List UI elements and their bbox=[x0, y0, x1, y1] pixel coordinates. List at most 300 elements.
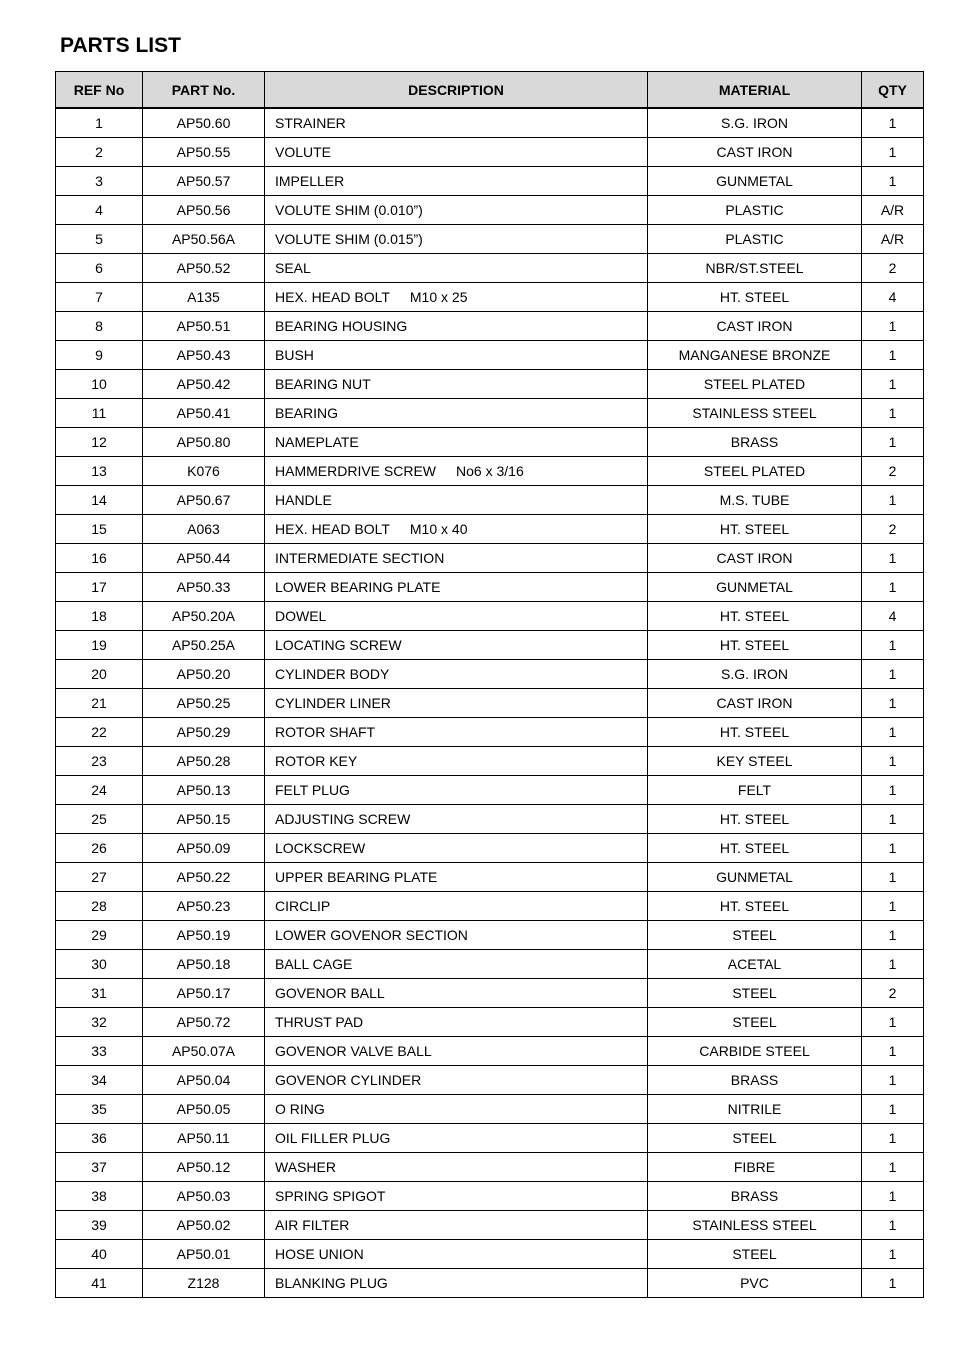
material-cell: NBR/ST.STEEL bbox=[648, 254, 862, 283]
material-cell: M.S. TUBE bbox=[648, 486, 862, 515]
qty-cell: 1 bbox=[862, 1153, 924, 1182]
column-header-part-no: PART No. bbox=[143, 72, 265, 109]
part-no-cell: AP50.57 bbox=[143, 167, 265, 196]
material-cell: HT. STEEL bbox=[648, 515, 862, 544]
ref-no-cell: 1 bbox=[56, 108, 143, 138]
part-no-cell: A135 bbox=[143, 283, 265, 312]
ref-no-cell: 32 bbox=[56, 1008, 143, 1037]
part-no-cell: AP50.13 bbox=[143, 776, 265, 805]
part-no-cell: AP50.25 bbox=[143, 689, 265, 718]
material-cell: PLASTIC bbox=[648, 225, 862, 254]
table-body bbox=[56, 108, 924, 1298]
qty-cell: 1 bbox=[862, 108, 924, 138]
description-text: LOCATING SCREW bbox=[275, 637, 402, 653]
description-text: HEX. HEAD BOLT bbox=[275, 289, 390, 305]
qty-cell: 1 bbox=[862, 1037, 924, 1066]
part-no-cell: AP50.18 bbox=[143, 950, 265, 979]
part-no-cell: AP50.04 bbox=[143, 1066, 265, 1095]
description-text: O RING bbox=[275, 1101, 325, 1117]
description-text: OIL FILLER PLUG bbox=[275, 1130, 391, 1146]
description-cell bbox=[265, 1240, 648, 1269]
material-cell: STEEL bbox=[648, 979, 862, 1008]
table-row bbox=[56, 689, 924, 718]
description-cell bbox=[265, 399, 648, 428]
material-cell: S.G. IRON bbox=[648, 108, 862, 138]
ref-no-cell: 22 bbox=[56, 718, 143, 747]
table-row bbox=[56, 921, 924, 950]
description-cell bbox=[265, 254, 648, 283]
description-cell bbox=[265, 776, 648, 805]
ref-no-cell: 19 bbox=[56, 631, 143, 660]
table-row bbox=[56, 1269, 924, 1298]
qty-cell: 1 bbox=[862, 544, 924, 573]
part-no-cell: AP50.52 bbox=[143, 254, 265, 283]
table-row bbox=[56, 805, 924, 834]
description-text: VOLUTE SHIM (0.015”) bbox=[275, 231, 423, 247]
column-header-description: DESCRIPTION bbox=[265, 72, 648, 109]
part-no-cell: AP50.09 bbox=[143, 834, 265, 863]
description-cell bbox=[265, 370, 648, 399]
qty-cell: 1 bbox=[862, 718, 924, 747]
description-cell bbox=[265, 863, 648, 892]
column-header-qty: QTY bbox=[862, 72, 924, 109]
description-text: GOVENOR CYLINDER bbox=[275, 1072, 422, 1088]
table-row bbox=[56, 515, 924, 544]
table-row bbox=[56, 631, 924, 660]
description-cell bbox=[265, 805, 648, 834]
description-text: CIRCLIP bbox=[275, 898, 331, 914]
parts-table bbox=[55, 71, 924, 1298]
table-row bbox=[56, 1153, 924, 1182]
description-cell bbox=[265, 225, 648, 254]
description-cell bbox=[265, 312, 648, 341]
qty-cell: 2 bbox=[862, 979, 924, 1008]
description-cell bbox=[265, 515, 648, 544]
material-cell: STEEL bbox=[648, 1240, 862, 1269]
material-cell: CAST IRON bbox=[648, 312, 862, 341]
material-cell: CARBIDE STEEL bbox=[648, 1037, 862, 1066]
table-row bbox=[56, 834, 924, 863]
part-no-cell: AP50.22 bbox=[143, 863, 265, 892]
description-cell bbox=[265, 689, 648, 718]
part-no-cell: AP50.51 bbox=[143, 312, 265, 341]
material-cell: BRASS bbox=[648, 428, 862, 457]
description-cell bbox=[265, 1066, 648, 1095]
qty-cell: 1 bbox=[862, 428, 924, 457]
material-cell: PLASTIC bbox=[648, 196, 862, 225]
description-text: HOSE UNION bbox=[275, 1246, 364, 1262]
material-cell: ACETAL bbox=[648, 950, 862, 979]
part-no-cell: K076 bbox=[143, 457, 265, 486]
part-no-cell: AP50.29 bbox=[143, 718, 265, 747]
description-cell bbox=[265, 950, 648, 979]
material-cell: HT. STEEL bbox=[648, 834, 862, 863]
table-row bbox=[56, 486, 924, 515]
part-no-cell: AP50.02 bbox=[143, 1211, 265, 1240]
description-text: IMPELLER bbox=[275, 173, 345, 189]
description-cell bbox=[265, 428, 648, 457]
ref-no-cell: 34 bbox=[56, 1066, 143, 1095]
material-cell: STAINLESS STEEL bbox=[648, 1211, 862, 1240]
table-row bbox=[56, 225, 924, 254]
qty-cell: 1 bbox=[862, 1182, 924, 1211]
ref-no-cell: 11 bbox=[56, 399, 143, 428]
part-no-cell: AP50.80 bbox=[143, 428, 265, 457]
qty-cell: 1 bbox=[862, 1124, 924, 1153]
description-text: AIR FILTER bbox=[275, 1217, 350, 1233]
description-cell bbox=[265, 1037, 648, 1066]
table-row bbox=[56, 602, 924, 631]
ref-no-cell: 17 bbox=[56, 573, 143, 602]
part-no-cell: AP50.67 bbox=[143, 486, 265, 515]
part-no-cell: AP50.05 bbox=[143, 1095, 265, 1124]
qty-cell: 4 bbox=[862, 602, 924, 631]
qty-cell: A/R bbox=[862, 196, 924, 225]
part-no-cell: AP50.11 bbox=[143, 1124, 265, 1153]
table-row bbox=[56, 108, 924, 138]
table-row bbox=[56, 1182, 924, 1211]
table-row bbox=[56, 399, 924, 428]
description-text: BUSH bbox=[275, 347, 314, 363]
table-row bbox=[56, 950, 924, 979]
table-row bbox=[56, 1066, 924, 1095]
qty-cell: 1 bbox=[862, 892, 924, 921]
qty-cell: 1 bbox=[862, 1008, 924, 1037]
qty-cell: 4 bbox=[862, 283, 924, 312]
description-text: BEARING HOUSING bbox=[275, 318, 408, 334]
ref-no-cell: 38 bbox=[56, 1182, 143, 1211]
description-text: THRUST PAD bbox=[275, 1014, 364, 1030]
table-row bbox=[56, 718, 924, 747]
description-text: STRAINER bbox=[275, 115, 346, 131]
part-no-cell: AP50.23 bbox=[143, 892, 265, 921]
description-cell bbox=[265, 196, 648, 225]
qty-cell: 1 bbox=[862, 341, 924, 370]
description-text: BEARING NUT bbox=[275, 376, 371, 392]
column-header-ref-no: REF No bbox=[56, 72, 143, 109]
table-row bbox=[56, 428, 924, 457]
qty-cell: 1 bbox=[862, 747, 924, 776]
ref-no-cell: 9 bbox=[56, 341, 143, 370]
part-no-cell: AP50.44 bbox=[143, 544, 265, 573]
table-row bbox=[56, 776, 924, 805]
description-cell bbox=[265, 108, 648, 138]
material-cell: HT. STEEL bbox=[648, 718, 862, 747]
description-size-text: No6 x 3/16 bbox=[456, 463, 524, 479]
table-row bbox=[56, 370, 924, 399]
ref-no-cell: 26 bbox=[56, 834, 143, 863]
ref-no-cell: 27 bbox=[56, 863, 143, 892]
qty-cell: 1 bbox=[862, 660, 924, 689]
qty-cell: 1 bbox=[862, 834, 924, 863]
table-row bbox=[56, 747, 924, 776]
ref-no-cell: 39 bbox=[56, 1211, 143, 1240]
qty-cell: 1 bbox=[862, 1211, 924, 1240]
ref-no-cell: 3 bbox=[56, 167, 143, 196]
material-cell: STEEL PLATED bbox=[648, 457, 862, 486]
table-row bbox=[56, 254, 924, 283]
description-cell bbox=[265, 602, 648, 631]
table-row bbox=[56, 544, 924, 573]
ref-no-cell: 41 bbox=[56, 1269, 143, 1298]
description-cell bbox=[265, 979, 648, 1008]
material-cell: HT. STEEL bbox=[648, 631, 862, 660]
description-text: LOCKSCREW bbox=[275, 840, 366, 856]
description-cell bbox=[265, 1182, 648, 1211]
ref-no-cell: 28 bbox=[56, 892, 143, 921]
material-cell: STEEL PLATED bbox=[648, 370, 862, 399]
description-cell bbox=[265, 457, 648, 486]
description-text: UPPER BEARING PLATE bbox=[275, 869, 438, 885]
qty-cell: 1 bbox=[862, 776, 924, 805]
table-row bbox=[56, 573, 924, 602]
description-cell bbox=[265, 573, 648, 602]
table-row bbox=[56, 1037, 924, 1066]
description-text: SPRING SPIGOT bbox=[275, 1188, 386, 1204]
qty-cell: 2 bbox=[862, 457, 924, 486]
ref-no-cell: 24 bbox=[56, 776, 143, 805]
description-cell bbox=[265, 834, 648, 863]
qty-cell: 1 bbox=[862, 573, 924, 602]
description-cell bbox=[265, 660, 648, 689]
ref-no-cell: 13 bbox=[56, 457, 143, 486]
part-no-cell: A063 bbox=[143, 515, 265, 544]
part-no-cell: AP50.33 bbox=[143, 573, 265, 602]
description-text: NAMEPLATE bbox=[275, 434, 359, 450]
material-cell: S.G. IRON bbox=[648, 660, 862, 689]
ref-no-cell: 4 bbox=[56, 196, 143, 225]
ref-no-cell: 33 bbox=[56, 1037, 143, 1066]
table-row bbox=[56, 196, 924, 225]
description-text: WASHER bbox=[275, 1159, 336, 1175]
description-cell bbox=[265, 167, 648, 196]
part-no-cell: Z128 bbox=[143, 1269, 265, 1298]
description-text: FELT PLUG bbox=[275, 782, 350, 798]
ref-no-cell: 15 bbox=[56, 515, 143, 544]
description-text: CYLINDER LINER bbox=[275, 695, 391, 711]
ref-no-cell: 23 bbox=[56, 747, 143, 776]
qty-cell: 1 bbox=[862, 486, 924, 515]
description-cell bbox=[265, 1211, 648, 1240]
ref-no-cell: 20 bbox=[56, 660, 143, 689]
material-cell: FIBRE bbox=[648, 1153, 862, 1182]
ref-no-cell: 21 bbox=[56, 689, 143, 718]
qty-cell: 1 bbox=[862, 863, 924, 892]
part-no-cell: AP50.41 bbox=[143, 399, 265, 428]
ref-no-cell: 8 bbox=[56, 312, 143, 341]
material-cell: HT. STEEL bbox=[648, 892, 862, 921]
part-no-cell: AP50.56 bbox=[143, 196, 265, 225]
description-cell bbox=[265, 631, 648, 660]
ref-no-cell: 14 bbox=[56, 486, 143, 515]
part-no-cell: AP50.07A bbox=[143, 1037, 265, 1066]
table-row bbox=[56, 457, 924, 486]
ref-no-cell: 2 bbox=[56, 138, 143, 167]
description-cell bbox=[265, 1124, 648, 1153]
description-text: DOWEL bbox=[275, 608, 327, 624]
description-cell bbox=[265, 1153, 648, 1182]
qty-cell: 1 bbox=[862, 370, 924, 399]
part-no-cell: AP50.28 bbox=[143, 747, 265, 776]
qty-cell: 1 bbox=[862, 1240, 924, 1269]
material-cell: STEEL bbox=[648, 1124, 862, 1153]
qty-cell: 1 bbox=[862, 631, 924, 660]
part-no-cell: AP50.60 bbox=[143, 108, 265, 138]
description-text: INTERMEDIATE SECTION bbox=[275, 550, 445, 566]
ref-no-cell: 36 bbox=[56, 1124, 143, 1153]
material-cell: CAST IRON bbox=[648, 689, 862, 718]
description-text: GOVENOR VALVE BALL bbox=[275, 1043, 432, 1059]
description-size-text: M10 x 25 bbox=[409, 289, 468, 305]
description-text: BEARING bbox=[275, 405, 339, 421]
description-cell bbox=[265, 283, 648, 312]
qty-cell: 1 bbox=[862, 138, 924, 167]
header-row bbox=[56, 72, 924, 109]
description-cell bbox=[265, 718, 648, 747]
ref-no-cell: 37 bbox=[56, 1153, 143, 1182]
qty-cell: 1 bbox=[862, 1066, 924, 1095]
description-text: CYLINDER BODY bbox=[275, 666, 390, 682]
material-cell: FELT bbox=[648, 776, 862, 805]
table-row bbox=[56, 892, 924, 921]
ref-no-cell: 31 bbox=[56, 979, 143, 1008]
material-cell: HT. STEEL bbox=[648, 602, 862, 631]
qty-cell: 2 bbox=[862, 515, 924, 544]
part-no-cell: AP50.15 bbox=[143, 805, 265, 834]
material-cell: STAINLESS STEEL bbox=[648, 399, 862, 428]
column-header-material: MATERIAL bbox=[648, 72, 862, 109]
table-row bbox=[56, 283, 924, 312]
part-no-cell: AP50.25A bbox=[143, 631, 265, 660]
qty-cell: 1 bbox=[862, 312, 924, 341]
table-row bbox=[56, 1211, 924, 1240]
ref-no-cell: 35 bbox=[56, 1095, 143, 1124]
ref-no-cell: 29 bbox=[56, 921, 143, 950]
material-cell: PVC bbox=[648, 1269, 862, 1298]
table-row bbox=[56, 1124, 924, 1153]
ref-no-cell: 7 bbox=[56, 283, 143, 312]
description-cell bbox=[265, 486, 648, 515]
qty-cell: 1 bbox=[862, 167, 924, 196]
description-text: LOWER GOVENOR SECTION bbox=[275, 927, 468, 943]
description-text: HANDLE bbox=[275, 492, 332, 508]
description-cell bbox=[265, 138, 648, 167]
ref-no-cell: 12 bbox=[56, 428, 143, 457]
material-cell: BRASS bbox=[648, 1182, 862, 1211]
page-title: PARTS LIST bbox=[60, 34, 181, 57]
part-no-cell: AP50.03 bbox=[143, 1182, 265, 1211]
description-cell bbox=[265, 341, 648, 370]
description-size-text: M10 x 40 bbox=[409, 521, 468, 537]
qty-cell: 1 bbox=[862, 1095, 924, 1124]
material-cell: STEEL bbox=[648, 1008, 862, 1037]
part-no-cell: AP50.43 bbox=[143, 341, 265, 370]
part-no-cell: AP50.20 bbox=[143, 660, 265, 689]
material-cell: GUNMETAL bbox=[648, 573, 862, 602]
material-cell: HT. STEEL bbox=[648, 283, 862, 312]
ref-no-cell: 10 bbox=[56, 370, 143, 399]
table-row bbox=[56, 138, 924, 167]
qty-cell: 1 bbox=[862, 950, 924, 979]
description-text: GOVENOR BALL bbox=[275, 985, 385, 1001]
material-cell: KEY STEEL bbox=[648, 747, 862, 776]
part-no-cell: AP50.72 bbox=[143, 1008, 265, 1037]
table-row bbox=[56, 167, 924, 196]
material-cell: NITRILE bbox=[648, 1095, 862, 1124]
table-row bbox=[56, 312, 924, 341]
description-text: ADJUSTING SCREW bbox=[275, 811, 411, 827]
part-no-cell: AP50.55 bbox=[143, 138, 265, 167]
description-text: ROTOR SHAFT bbox=[275, 724, 376, 740]
table-row bbox=[56, 1240, 924, 1269]
ref-no-cell: 6 bbox=[56, 254, 143, 283]
description-text: BALL CAGE bbox=[275, 956, 353, 972]
description-text: VOLUTE SHIM (0.010”) bbox=[275, 202, 423, 218]
description-cell bbox=[265, 892, 648, 921]
ref-no-cell: 25 bbox=[56, 805, 143, 834]
material-cell: HT. STEEL bbox=[648, 805, 862, 834]
qty-cell: 1 bbox=[862, 1269, 924, 1298]
description-cell bbox=[265, 1269, 648, 1298]
material-cell: GUNMETAL bbox=[648, 863, 862, 892]
description-text: BLANKING PLUG bbox=[275, 1275, 388, 1291]
qty-cell: 1 bbox=[862, 805, 924, 834]
part-no-cell: AP50.20A bbox=[143, 602, 265, 631]
table-row bbox=[56, 660, 924, 689]
table-row bbox=[56, 1095, 924, 1124]
description-text: HAMMERDRIVE SCREW bbox=[275, 463, 437, 479]
table-row bbox=[56, 1008, 924, 1037]
description-cell bbox=[265, 1095, 648, 1124]
table-row bbox=[56, 863, 924, 892]
material-cell: CAST IRON bbox=[648, 138, 862, 167]
description-text: SEAL bbox=[275, 260, 311, 276]
qty-cell: 1 bbox=[862, 921, 924, 950]
material-cell: CAST IRON bbox=[648, 544, 862, 573]
qty-cell: A/R bbox=[862, 225, 924, 254]
description-text: VOLUTE bbox=[275, 144, 332, 160]
part-no-cell: AP50.19 bbox=[143, 921, 265, 950]
part-no-cell: AP50.12 bbox=[143, 1153, 265, 1182]
ref-no-cell: 30 bbox=[56, 950, 143, 979]
material-cell: BRASS bbox=[648, 1066, 862, 1095]
ref-no-cell: 40 bbox=[56, 1240, 143, 1269]
material-cell: STEEL bbox=[648, 921, 862, 950]
part-no-cell: AP50.01 bbox=[143, 1240, 265, 1269]
material-cell: MANGANESE BRONZE bbox=[648, 341, 862, 370]
part-no-cell: AP50.56A bbox=[143, 225, 265, 254]
table-row bbox=[56, 341, 924, 370]
qty-cell: 1 bbox=[862, 689, 924, 718]
description-cell bbox=[265, 747, 648, 776]
part-no-cell: AP50.17 bbox=[143, 979, 265, 1008]
qty-cell: 1 bbox=[862, 399, 924, 428]
qty-cell: 2 bbox=[862, 254, 924, 283]
description-text: LOWER BEARING PLATE bbox=[275, 579, 441, 595]
description-cell bbox=[265, 1008, 648, 1037]
description-text: HEX. HEAD BOLT bbox=[275, 521, 390, 537]
material-cell: GUNMETAL bbox=[648, 167, 862, 196]
ref-no-cell: 18 bbox=[56, 602, 143, 631]
description-text: ROTOR KEY bbox=[275, 753, 358, 769]
table-row bbox=[56, 979, 924, 1008]
table-header bbox=[56, 72, 924, 109]
description-cell bbox=[265, 921, 648, 950]
description-cell bbox=[265, 544, 648, 573]
ref-no-cell: 5 bbox=[56, 225, 143, 254]
ref-no-cell: 16 bbox=[56, 544, 143, 573]
part-no-cell: AP50.42 bbox=[143, 370, 265, 399]
